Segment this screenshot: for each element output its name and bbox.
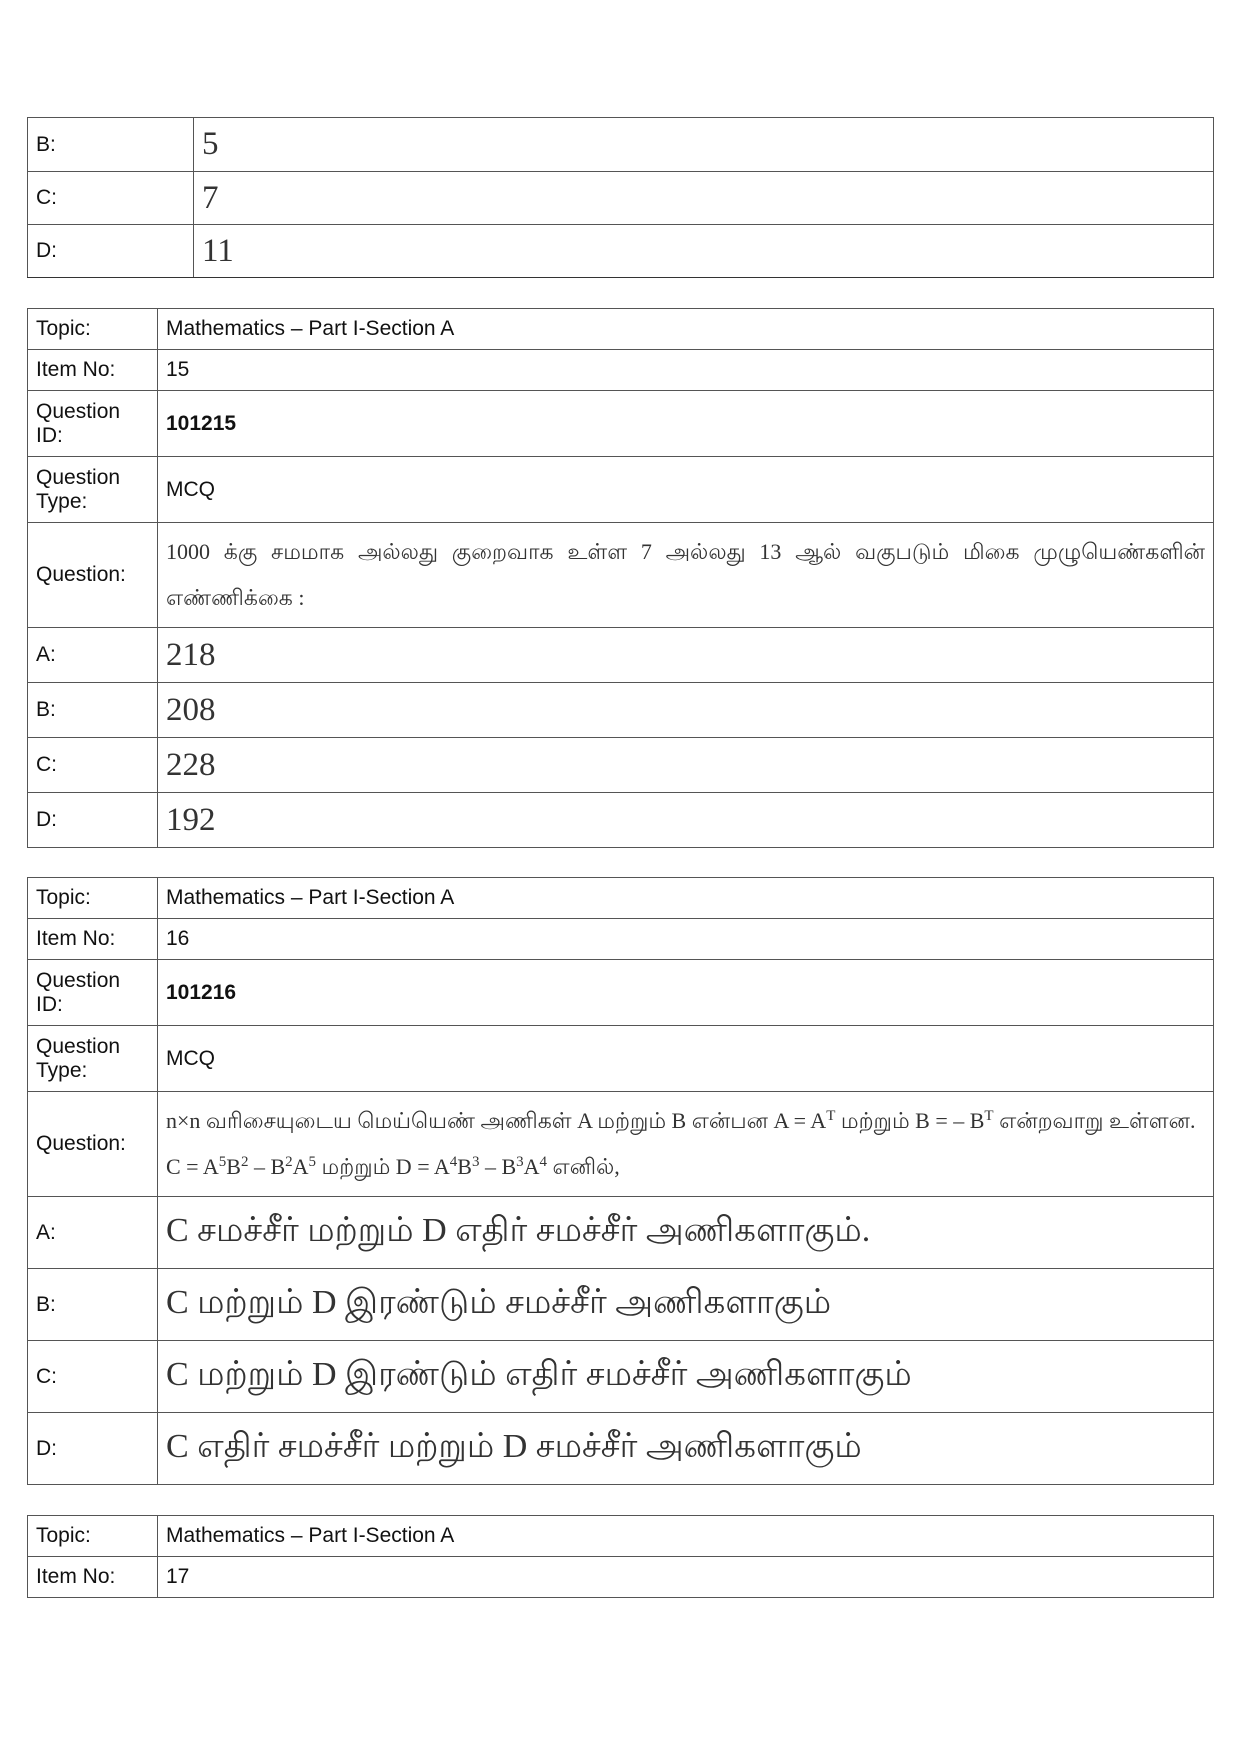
option-label: B:: [28, 118, 194, 172]
topic-value: Mathematics – Part I-Section A: [158, 309, 1214, 350]
question-id-value: 101216: [158, 960, 1214, 1026]
option-value: C சமச்சீர் மற்றும் D எதிர் சமச்சீர் அணிகளாகும்.: [158, 1197, 1214, 1269]
topic-value: Mathematics – Part I-Section A: [158, 878, 1214, 919]
question-type-label: Question Type:: [28, 1026, 158, 1092]
question-type-label: Question Type:: [28, 457, 158, 523]
option-value: C மற்றும் D இரண்டும் எதிர் சமச்சீர் அணிகளாகும்: [158, 1341, 1214, 1413]
option-value: 192: [158, 793, 1214, 848]
option-label: D:: [28, 1413, 158, 1485]
option-label: C:: [28, 172, 194, 225]
question-id-label: Question ID:: [28, 391, 158, 457]
option-value: 228: [158, 738, 1214, 793]
question-type-value: MCQ: [158, 1026, 1214, 1092]
question-label: Question:: [28, 1092, 158, 1197]
option-label: C:: [28, 1341, 158, 1413]
option-label: D:: [28, 793, 158, 848]
item-no-value: 15: [158, 350, 1214, 391]
question-15-table: [27, 308, 1214, 848]
option-value: 11: [194, 225, 1214, 278]
question-14-tail-table: [27, 117, 1214, 278]
question-text: n×n வரிசையுடைய மெய்யெண் அணிகள் A மற்றும் B என்பன $A = A^T$ மற்றும் B = – $B^T$ என்றவாறு உள்ளன. $C = A^5B^2 - B^2A^5$ மற்றும் $D = A^4B^3 - B^3A^4$ எனில்,: [158, 1092, 1214, 1197]
option-label: C:: [28, 738, 158, 793]
question-type-value: MCQ: [158, 457, 1214, 523]
option-value: 7: [194, 172, 1214, 225]
item-no-value: 17: [158, 1557, 1214, 1598]
option-label: B:: [28, 683, 158, 738]
topic-label: Topic:: [28, 309, 158, 350]
option-value: C மற்றும் D இரண்டும் சமச்சீர் அணிகளாகும்: [158, 1269, 1214, 1341]
topic-value: Mathematics – Part I-Section A: [158, 1516, 1214, 1557]
option-value: 218: [158, 628, 1214, 683]
item-no-label: Item No:: [28, 350, 158, 391]
item-no-label: Item No:: [28, 1557, 158, 1598]
item-no-value: 16: [158, 919, 1214, 960]
option-label: A:: [28, 1197, 158, 1269]
option-value: C எதிர் சமச்சீர் மற்றும் D சமச்சீர் அணிகளாகும்: [158, 1413, 1214, 1485]
topic-label: Topic:: [28, 1516, 158, 1557]
option-label: D:: [28, 225, 194, 278]
question-16-table: [27, 877, 1214, 1485]
question-id-value: 101215: [158, 391, 1214, 457]
item-no-label: Item No:: [28, 919, 158, 960]
option-value: 208: [158, 683, 1214, 738]
option-label: A:: [28, 628, 158, 683]
question-id-label: Question ID:: [28, 960, 158, 1026]
question-text: 1000 க்கு சமமாக அல்லது குறைவாக உள்ள 7 அல்லது 13 ஆல் வகுபடும் மிகை முழுயெண்களின் எண்ணிக்கை :: [158, 523, 1214, 628]
option-value: 5: [194, 118, 1214, 172]
option-label: B:: [28, 1269, 158, 1341]
topic-label: Topic:: [28, 878, 158, 919]
question-label: Question:: [28, 523, 158, 628]
question-17-table: [27, 1515, 1214, 1598]
